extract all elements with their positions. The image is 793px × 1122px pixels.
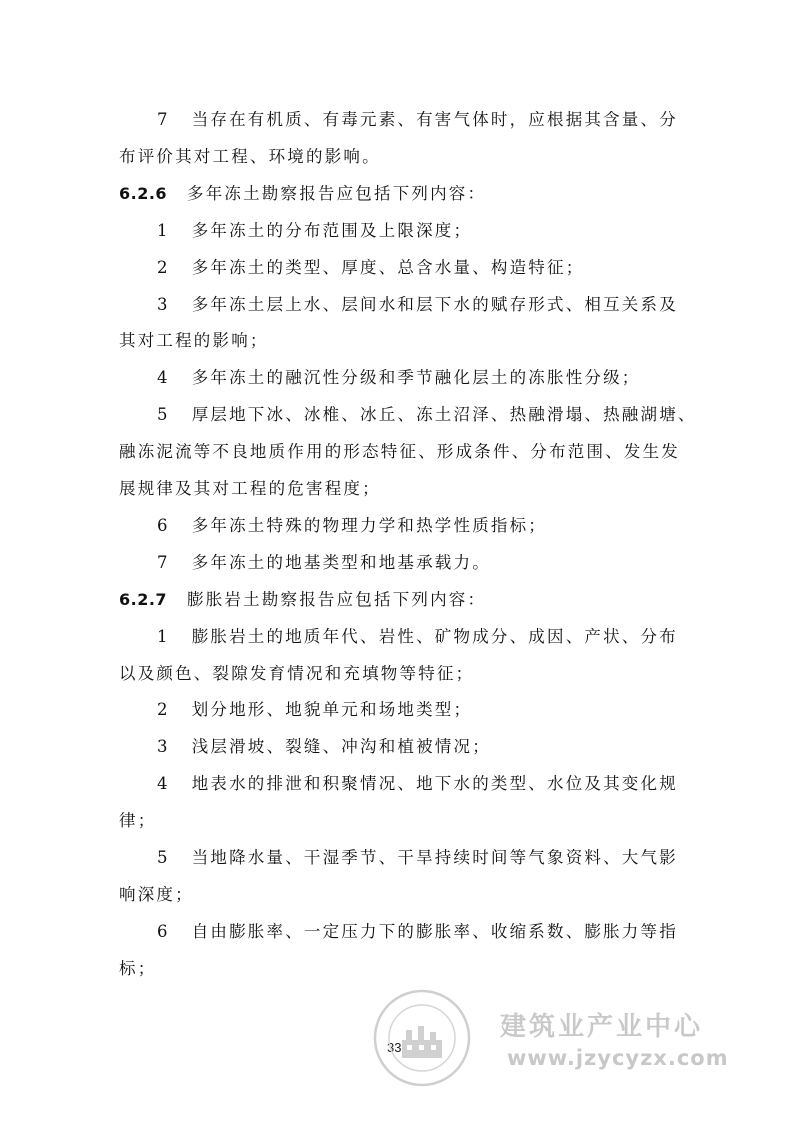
item-number: 5 — [157, 848, 170, 867]
item-number: 7 — [157, 552, 170, 572]
item-number: 4 — [157, 774, 170, 794]
line-text: 多年冻土特殊的物理力学和热学性质指标； — [191, 515, 548, 535]
line-text: 厚层地下冰、冰椎、冰丘、冻土沼泽、热融滑塌、热融湖塘、 — [191, 405, 697, 425]
item-number: 5 — [157, 405, 170, 425]
line-text: 多年冻土的分布范围及上限深度； — [191, 220, 473, 240]
list-item — [157, 221, 472, 241]
item-number: 1 — [157, 220, 170, 240]
clause-number: 6.2.7 — [119, 589, 168, 609]
list-item — [157, 922, 678, 942]
line-text: 膨胀岩土的地质年代、岩性、矿物成分、成因、产状、分布 — [191, 626, 678, 646]
line-text: 展规律及其对工程的危害程度； — [119, 479, 381, 498]
line-text: 律； — [119, 811, 157, 831]
continuation-line — [119, 331, 269, 351]
continuation-line — [119, 959, 156, 979]
list-item — [157, 700, 472, 720]
line-text: 多年冻土的类型、厚度、总含水量、构造特征； — [191, 257, 585, 277]
list-item — [157, 848, 678, 868]
line-text: 多年冻土的地基类型和地基承载力。 — [191, 552, 491, 572]
item-number: 3 — [157, 294, 170, 314]
line-text: 融冻泥流等不良地质作用的形态特征、形成条件、分布范围、发生发 — [119, 442, 680, 462]
line-text: 当地降水量、干湿季节、干旱持续时间等气象资料、大气影 — [191, 848, 678, 867]
line-text: 多年冻土层上水、层间水和层下水的赋存形式、相互关系及 — [191, 294, 678, 314]
line-text: 以及颜色、裂隙发育情况和充填物等特征； — [119, 663, 475, 683]
clause-heading — [119, 590, 486, 610]
item-number: 6 — [157, 515, 170, 535]
line-text: 自由膨胀率、一定压力下的膨胀率、收缩系数、膨胀力等指 — [191, 921, 678, 941]
line-text: 响深度； — [119, 884, 194, 904]
item-number: 6 — [157, 921, 170, 941]
item-number: 3 — [157, 737, 170, 757]
watermark-url: www.jzycyzx.com — [507, 1046, 729, 1070]
item-number: 1 — [157, 626, 170, 646]
line-text: 膨胀岩土勘察报告应包括下列内容： — [187, 589, 487, 609]
line-text: 布评价其对工程、环境的影响。 — [119, 146, 381, 166]
list-item — [157, 737, 491, 757]
clause-number: 6.2.6 — [119, 183, 168, 203]
list-item — [157, 405, 697, 425]
watermark-seal-icon — [372, 988, 472, 1088]
line-text: 其对工程的影响； — [119, 331, 269, 351]
line-text: 标； — [119, 958, 157, 978]
list-item — [157, 553, 491, 573]
line-text: 多年冻土勘察报告应包括下列内容： — [187, 183, 487, 203]
item-number: 7 — [157, 110, 170, 129]
list-item — [157, 774, 678, 794]
watermark-name: 建筑业产业中心 — [500, 1012, 704, 1042]
line-text: 当存在有机质、有毒元素、有害气体时，应根据其含量、分 — [191, 110, 678, 129]
continuation-line — [119, 885, 194, 905]
item-number: 4 — [157, 368, 170, 388]
list-item — [157, 110, 678, 130]
clause-heading — [119, 184, 486, 204]
continuation-line — [119, 479, 381, 499]
list-item — [157, 295, 678, 315]
line-text: 划分地形、地貌单元和场地类型； — [191, 700, 473, 720]
continuation-line — [119, 664, 474, 684]
page-number: 33 — [387, 1040, 402, 1055]
list-item — [157, 368, 641, 388]
list-item — [157, 258, 584, 278]
line-text: 地表水的排泄和积聚情况、地下水的类型、水位及其变化规 — [191, 774, 678, 794]
continuation-line — [119, 811, 156, 831]
item-number: 2 — [157, 700, 170, 720]
list-item — [157, 516, 547, 536]
continuation-line — [119, 442, 680, 462]
line-text: 浅层滑坡、裂缝、冲沟和植被情况； — [191, 737, 491, 757]
line-text: 多年冻土的融沉性分级和季节融化层土的冻胀性分级； — [191, 368, 641, 388]
item-number: 2 — [157, 257, 170, 277]
continuation-line — [119, 147, 381, 167]
list-item — [157, 627, 678, 647]
